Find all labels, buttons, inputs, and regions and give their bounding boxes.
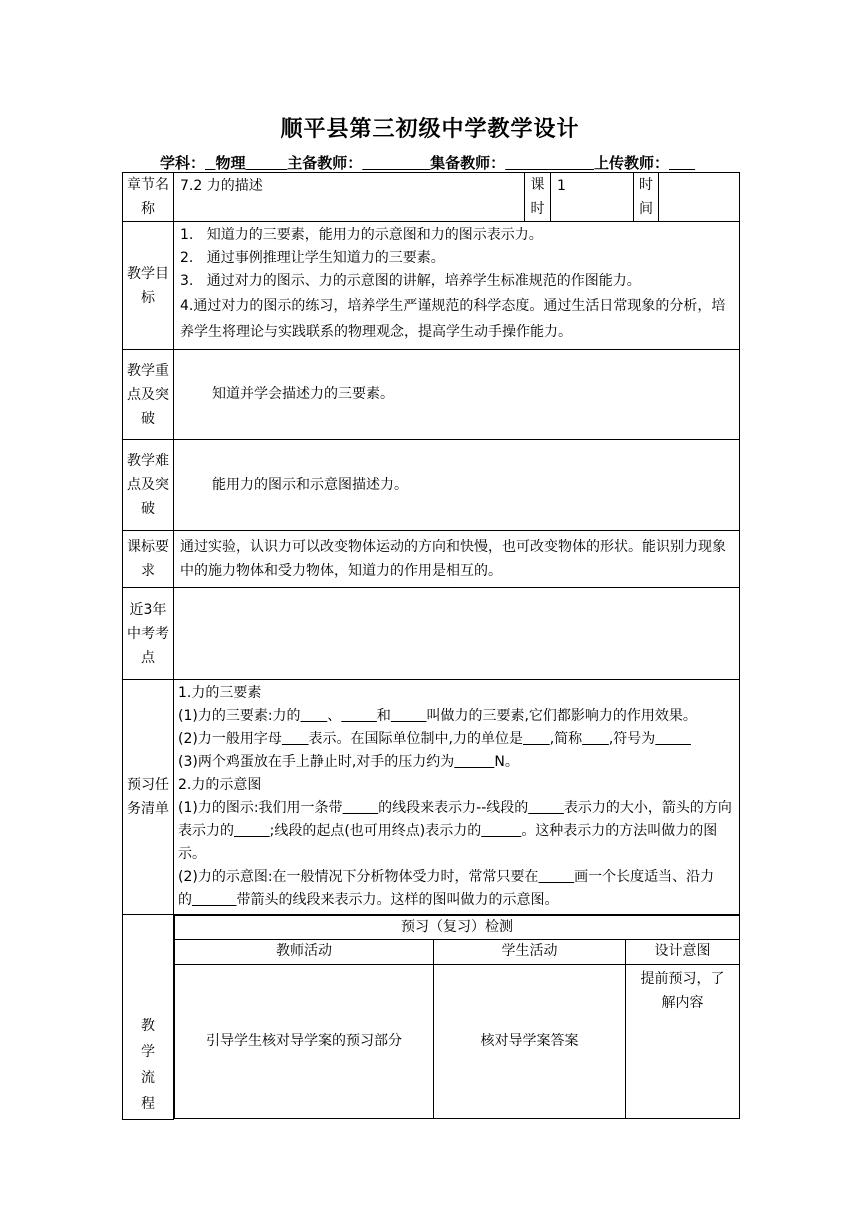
subject-value: 物理 <box>215 154 246 172</box>
process-header-row <box>175 940 740 965</box>
col-teacher-activity: 教师活动 <box>175 940 434 965</box>
goal-item: 4.通过对力的图示的练习，培养学生严谨规范的科学态度。通过生活日常现象的分析，培养学生将理论与实践联系的物理观念，提高学生动手操作能力。 <box>180 298 726 340</box>
row-chapter <box>123 173 740 222</box>
col-design-intent: 设计意图 <box>626 940 740 965</box>
key-points-value: 知道并学会描述力的三要素。 <box>174 350 740 440</box>
process-content <box>174 915 740 1120</box>
design-intent-text: 提前预习，了解内容 <box>626 965 740 1119</box>
upload-teacher-label: 上传教师： <box>593 154 669 172</box>
preview-paragraph: (2)力的示意图:在一般情况下分析物体受力时，常常只要在 画一个长度适当、沿力的 带箭头的线段来表示力。这样的图叫做力的示意图。 <box>178 869 715 908</box>
difficulties-value: 能用力的图示和示意图描述力。 <box>174 440 740 531</box>
preview-tasks-content <box>174 680 740 915</box>
preview-line: (3)两个鸡蛋放在手上静止时,对手的压力约为 N。 <box>178 754 519 770</box>
main-teacher-label: 主备教师： <box>287 154 363 172</box>
process-body-row <box>175 965 740 1119</box>
preview-section-1-title: 1.力的三要素 <box>178 685 262 701</box>
group-teacher-label: 集备教师： <box>430 154 506 172</box>
time-label: 时间 <box>634 173 659 222</box>
standard-label: 课标要求 <box>123 531 174 588</box>
goal-item: 2. 通过事例推理让学生知道力的三要素。 <box>180 250 445 266</box>
row-goals <box>123 222 740 350</box>
exam-points-value <box>174 588 740 680</box>
group-teacher-blank <box>505 154 594 172</box>
process-subtable <box>174 915 740 1119</box>
page-title: 顺平县第三初级中学教学设计 <box>280 117 580 142</box>
header-info-line <box>160 152 740 173</box>
goals-label: 教学目标 <box>123 222 174 350</box>
goal-item: 1. 知道力的三要素，能用力的示意图和力的图示表示力。 <box>180 227 543 243</box>
main-teacher-blank <box>362 154 430 172</box>
time-value <box>659 173 740 222</box>
preview-line: (2)力一般用字母 表示。在国际单位制中,力的单位是 ,简称 ,符号为 <box>178 731 656 747</box>
row-exam-points <box>123 588 740 680</box>
process-label: 教学流程 <box>123 915 174 1120</box>
standard-value: 通过实验，认识力可以改变物体运动的方向和快慢，也可改变物体的形状。能识别力现象中的施力物体和受力物体，知道力的作用是相互的。 <box>174 531 740 588</box>
chapter-value: 7.2 力的描述 <box>174 173 525 222</box>
row-teaching-process <box>123 915 740 1120</box>
preview-line: (1)力的三要素:力的 、 和 叫做力的三要素,它们都影响力的作用效果。 <box>178 708 697 724</box>
teacher-activity-text: 引导学生核对导学案的预习部分 <box>175 965 434 1119</box>
goal-item: 3. 通过对力的图示、力的示意图的讲解，培养学生标准规范的作图能力。 <box>180 273 641 289</box>
row-key-points <box>123 350 740 440</box>
key-points-label: 教学重点及突破 <box>123 350 174 440</box>
process-section-row <box>175 916 740 940</box>
lesson-design-table <box>122 172 740 1120</box>
goals-content <box>174 222 740 350</box>
col-student-activity: 学生活动 <box>434 940 626 965</box>
student-activity-text: 核对导学案答案 <box>434 965 626 1119</box>
row-difficulties <box>123 440 740 531</box>
row-standard <box>123 531 740 588</box>
exam-points-label: 近3年中考考点 <box>123 588 174 680</box>
preview-paragraph: (1)力的图示:我们用一条带 的线段来表示力--线段的 表示力的大小，箭头的方向表示力的 ;线段的起点(也可用终点)表示力的 。这种表示力的方法叫做力的图示。 <box>178 800 732 862</box>
chapter-label: 章节名称 <box>123 173 174 222</box>
period-label: 课时 <box>525 173 551 222</box>
preview-section-2-title: 2.力的示意图 <box>178 777 262 793</box>
preview-tasks-label: 预习任务清单 <box>123 680 174 915</box>
period-value: 1 <box>551 173 634 222</box>
process-section-title: 预习（复习）检测 <box>175 916 740 940</box>
upload-teacher-blank <box>669 154 695 172</box>
subject-label: 学科： <box>160 154 206 172</box>
row-preview-tasks <box>123 680 740 915</box>
difficulties-label: 教学难点及突破 <box>123 440 174 531</box>
